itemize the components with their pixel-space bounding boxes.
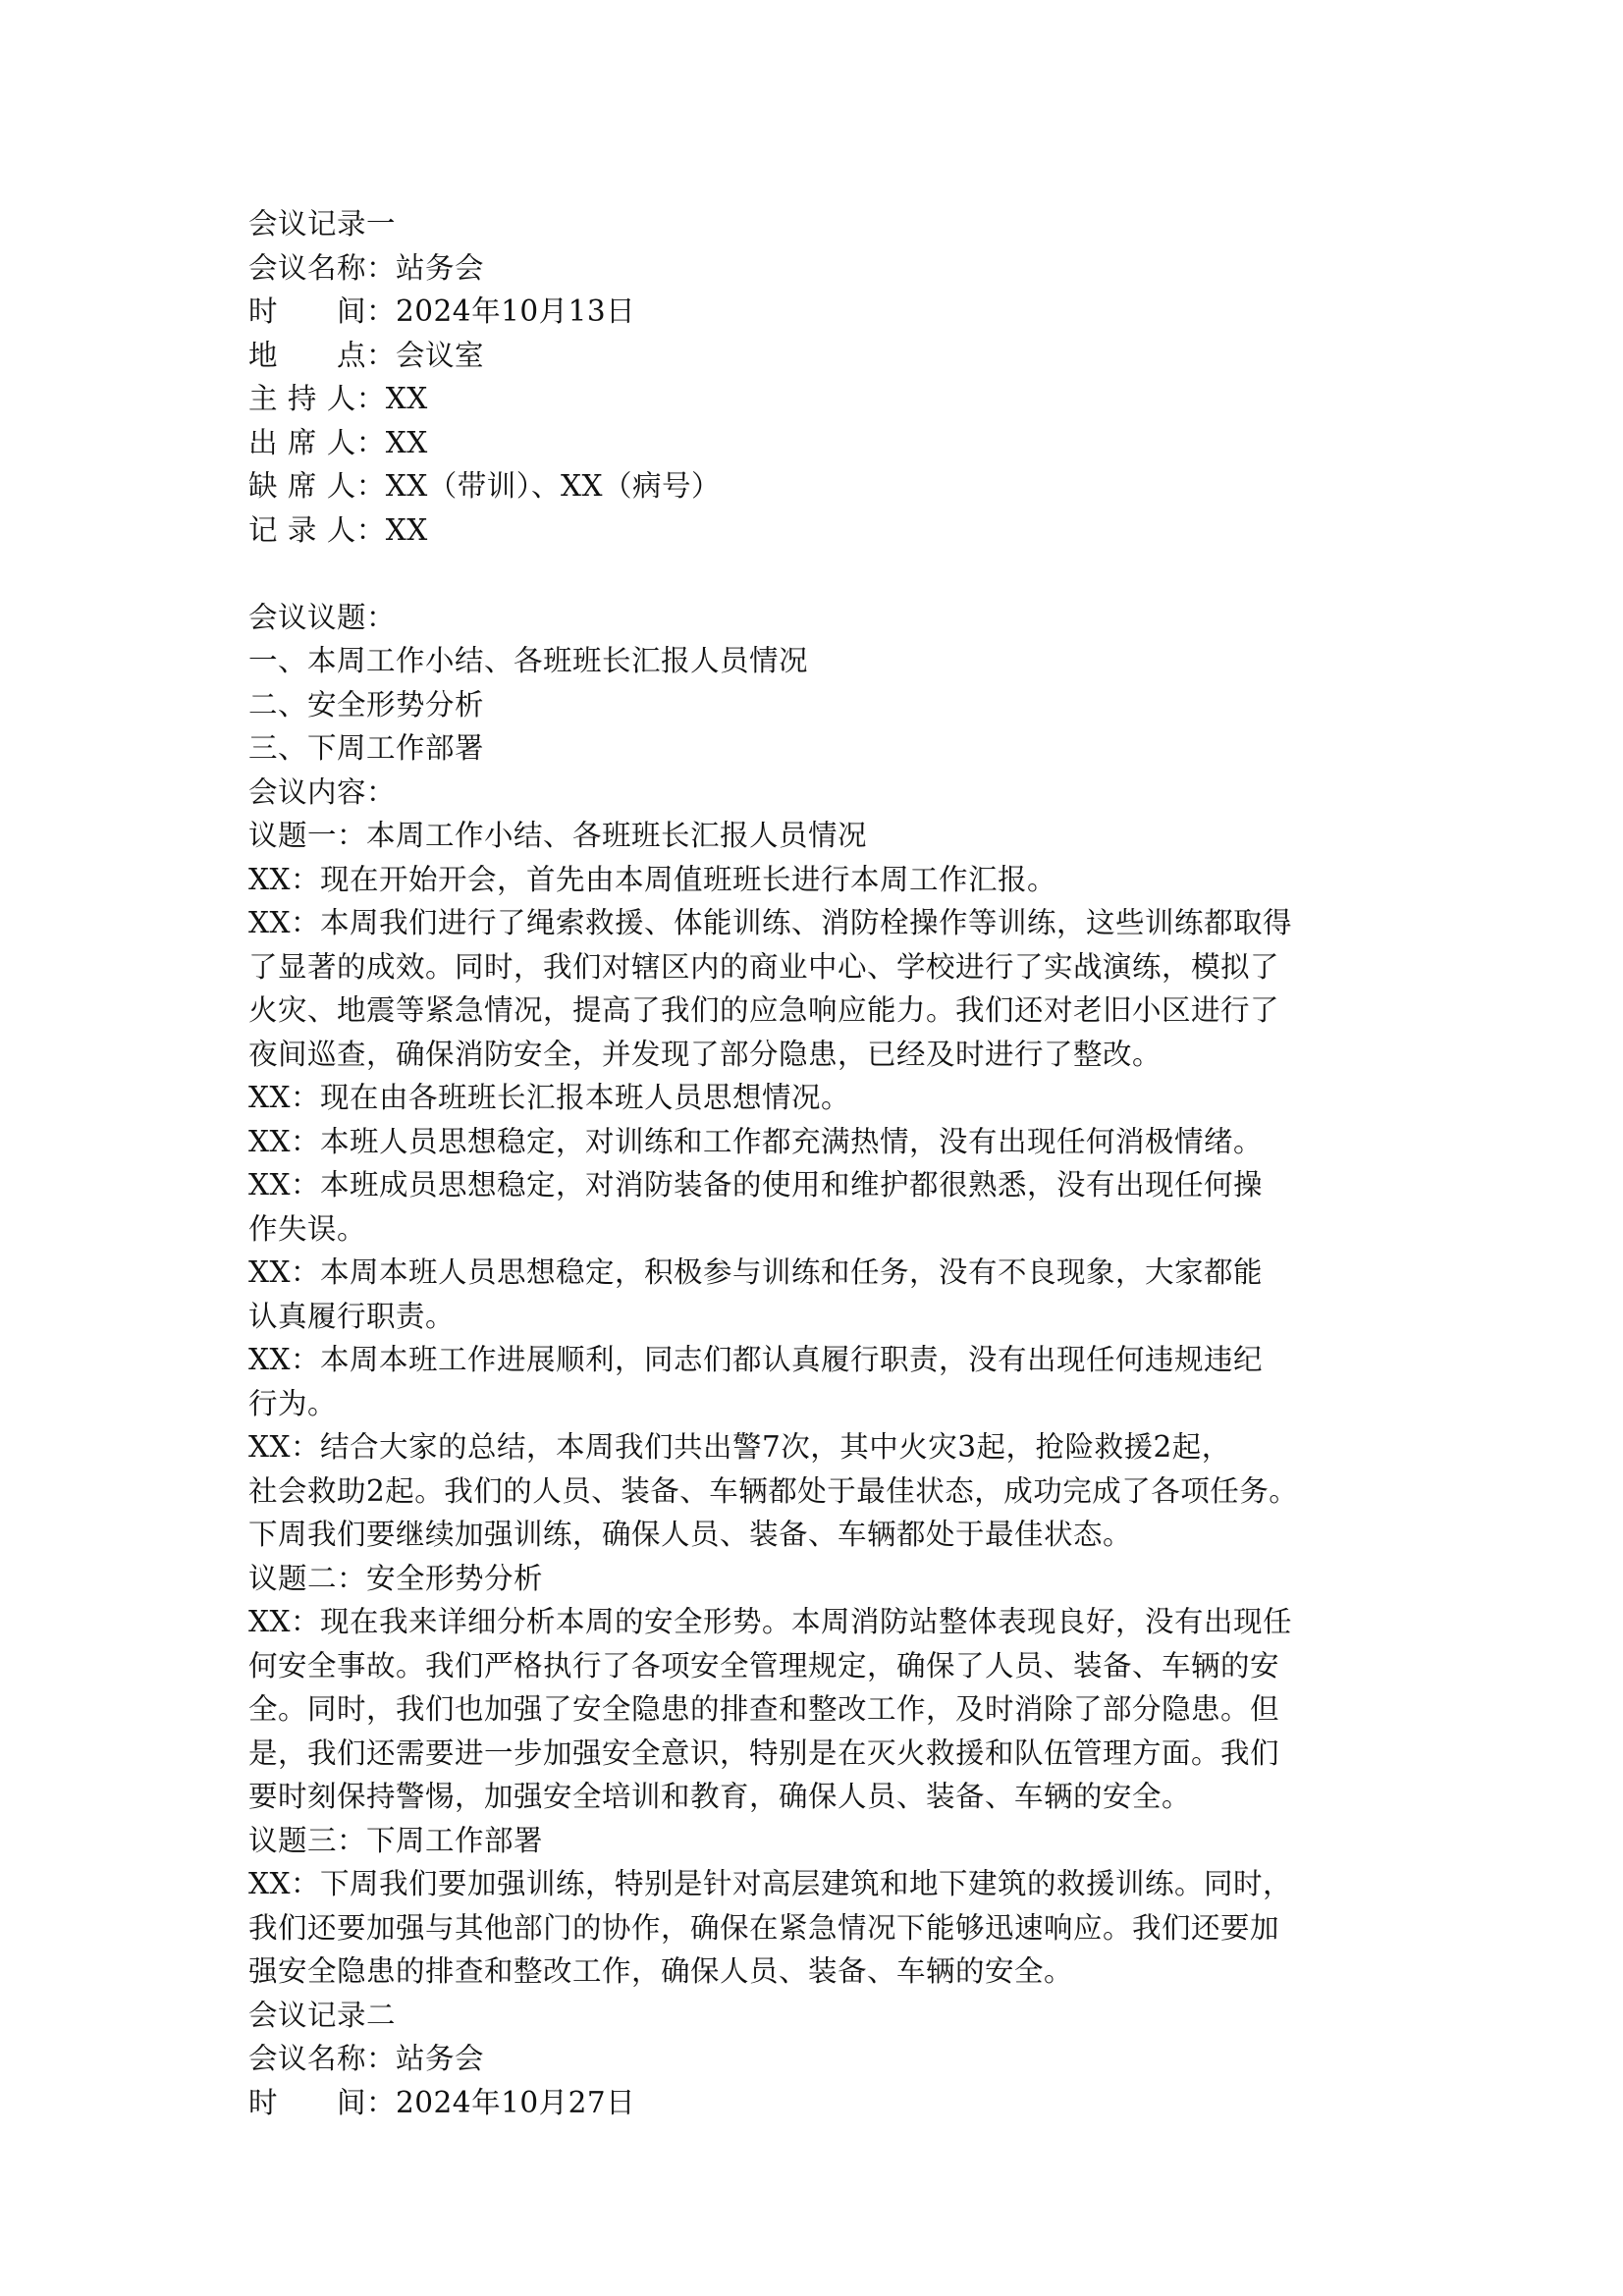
topic1-line: XX：本周本班人员思想稳定，积极参与训练和任务，没有不良现象，大家都能 (248, 1255, 1264, 1289)
topic1-line: XX：本班人员思想稳定，对训练和工作都充满热情，没有出现任何消极情绪。 (248, 1124, 1264, 1158)
record2-time: 时 间：2024年10月27日 (248, 2085, 636, 2119)
topic2-line: XX：现在我来详细分析本周的安全形势。本周消防站整体表现良好，没有出现任 (248, 1605, 1293, 1638)
meeting-absent: 缺 席 人：XX（带训）、XX（病号） (248, 469, 722, 503)
topic3-line: 我们还要加强与其他部门的协作，确保在紧急情况下能够迅速响应。我们还要加 (248, 1910, 1280, 1945)
meeting-time: 时 间：2024年10月13日 (248, 294, 636, 328)
topic2-line: 是，我们还需要进一步加强安全意识，特别是在灭火救援和队伍管理方面。我们 (248, 1735, 1280, 1770)
topic1-line: 行为。 (248, 1386, 338, 1420)
topic2-line: 何安全事故。我们严格执行了各项安全管理规定，确保了人员、装备、车辆的安 (248, 1648, 1280, 1682)
topic1-line: XX：现在由各班班长汇报本班人员思想情况。 (248, 1081, 851, 1114)
meeting-host: 主 持 人：XX (248, 382, 428, 415)
topic2-line: 全。同时，我们也加强了安全隐患的排查和整改工作，及时消除了部分隐患。但 (248, 1692, 1280, 1726)
agenda-heading: 会议议题： (248, 600, 397, 634)
topic1-line: XX：现在开始开会，首先由本周值班班长进行本周工作汇报。 (248, 862, 1057, 896)
topic3-line: 强安全隐患的排查和整改工作，确保人员、装备、车辆的安全。 (248, 1954, 1074, 1988)
topic1-line: 火灾、地震等紧急情况，提高了我们的应急响应能力。我们还对老旧小区进行了 (248, 993, 1280, 1027)
agenda-item: 三、下周工作部署 (248, 731, 485, 765)
topic1-heading: 议题一：本周工作小结、各班班长汇报人员情况 (248, 819, 868, 852)
topic3-heading: 议题三：下周工作部署 (248, 1823, 544, 1857)
topic3-line: XX：下周我们要加强训练，特别是针对高层建筑和地下建筑的救援训练。同时， (248, 1867, 1293, 1900)
meeting-recorder: 记 录 人：XX (248, 512, 428, 547)
record2-name: 会议名称：站务会 (248, 2042, 485, 2075)
topic1-line: 夜间巡查，确保消防安全，并发现了部分隐患，已经及时进行了整改。 (248, 1037, 1163, 1071)
topic1-line: 社会救助2起。我们的人员、装备、车辆都处于最佳状态，成功完成了各项任务。 (248, 1473, 1299, 1508)
topic1-line: 作失误。 (248, 1211, 367, 1246)
topic1-line: XX：本班成员思想稳定，对消防装备的使用和维护都很熟悉，没有出现任何操 (248, 1168, 1264, 1201)
meeting-attendees: 出 席 人：XX (248, 425, 428, 459)
agenda-item: 二、安全形势分析 (248, 687, 485, 721)
agenda-item: 一、本周工作小结、各班班长汇报人员情况 (248, 644, 809, 677)
record-title: 会议记录一 (248, 207, 397, 240)
record2-title: 会议记录二 (248, 1998, 397, 2032)
content-heading: 会议内容： (248, 774, 397, 809)
topic1-line: XX：本周本班工作进展顺利，同志们都认真履行职责，没有出现任何违规违纪 (248, 1343, 1264, 1376)
paragraph-gap (248, 552, 1387, 596)
meeting-place: 地 点：会议室 (248, 338, 485, 372)
topic1-line: 了显著的成效。同时，我们对辖区内的商业中心、学校进行了实战演练，模拟了 (248, 949, 1280, 984)
topic1-line: 认真履行职责。 (248, 1299, 456, 1333)
topic1-line: XX：结合大家的总结，本周我们共出警7次，其中火灾3起，抢险救援2起， (248, 1430, 1231, 1464)
topic1-line: 下周我们要继续加强训练，确保人员、装备、车辆都处于最佳状态。 (248, 1518, 1133, 1551)
document-body (248, 202, 1387, 2124)
meeting-name: 会议名称：站务会 (248, 250, 485, 285)
topic1-line: XX：本周我们进行了绳索救援、体能训练、消防栓操作等训练，这些训练都取得 (248, 906, 1293, 939)
topic2-line: 要时刻保持警惕，加强安全培训和教育，确保人员、装备、车辆的安全。 (248, 1780, 1192, 1813)
topic2-heading: 议题二：安全形势分析 (248, 1561, 544, 1595)
